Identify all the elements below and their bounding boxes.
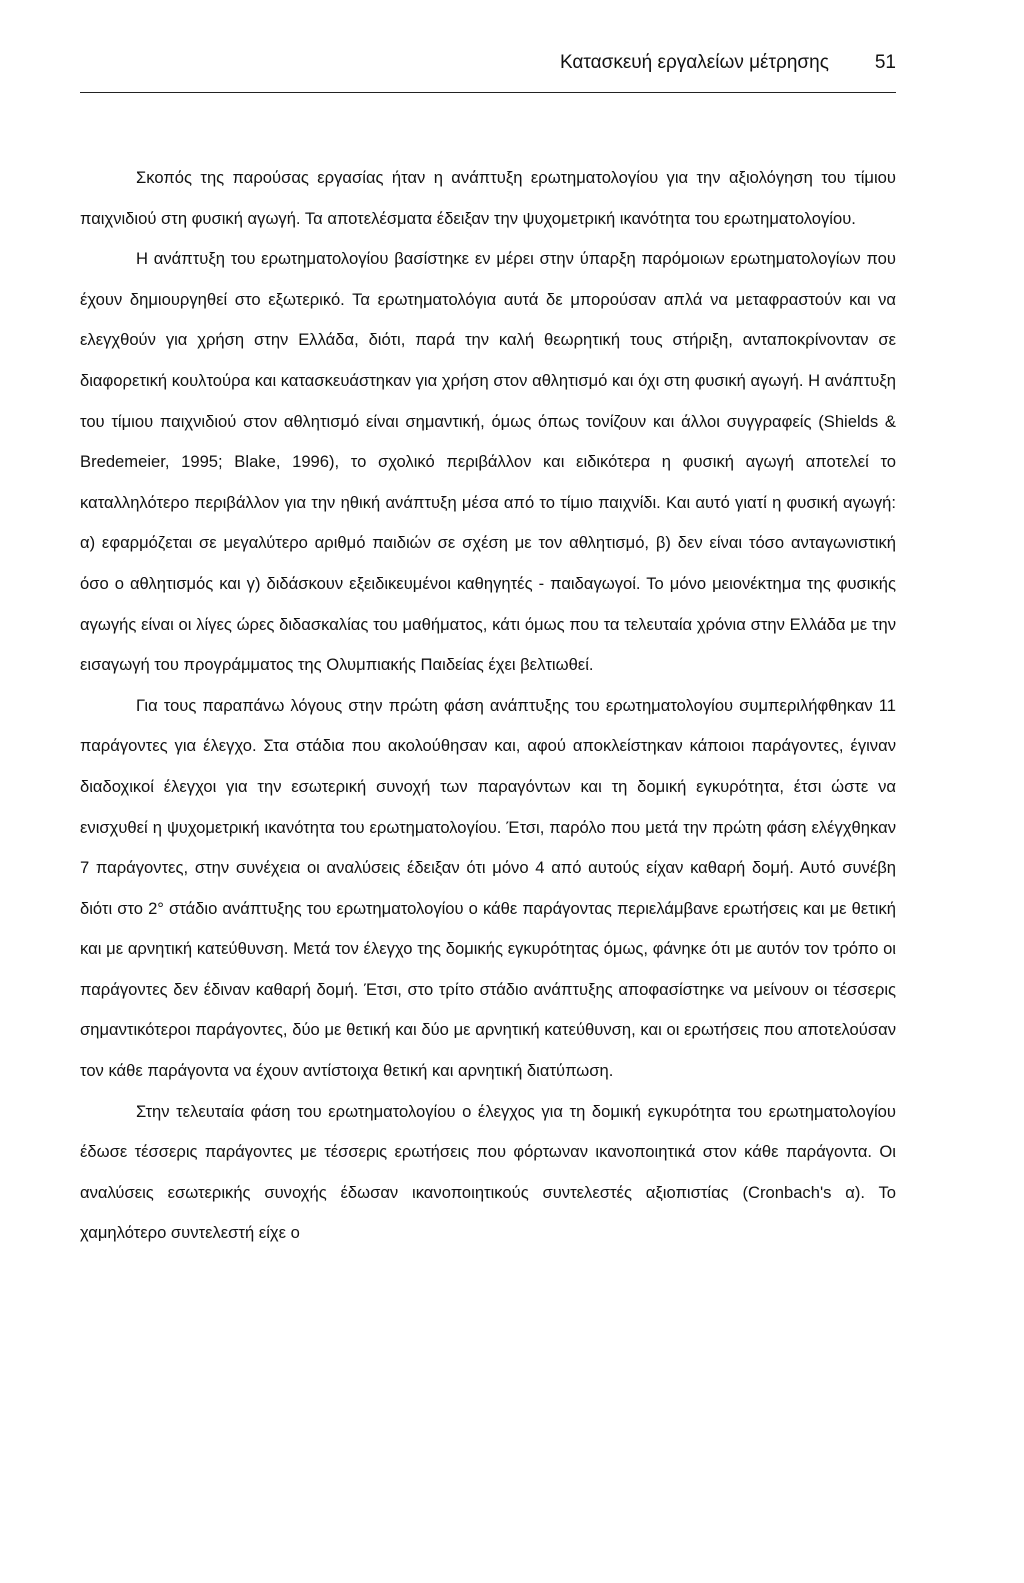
body-text — [80, 158, 896, 1254]
page-number: 51 — [874, 52, 896, 73]
paragraph-development: Η ανάπτυξη του ερωτηματολογίου βασίστηκε εν μέρει στην ύπαρξη παρόμοιων ερωτηματολογίων που έχουν δημιουργηθεί στο εξωτερικό. Τα ερωτηματολόγια αυτά δε μπορούσαν απλά να μεταφραστούν και να ελεγχθούν για χρήση στην Ελλάδα, διότι, παρά την καλή θεωρητική τους στήριξη, ανταποκρίνονταν σε διαφορετική κουλτούρα και κατασκευάστηκαν για χρήση στον αθλητισμό και όχι στη φυσική αγωγή. Η ανάπτυξη του τίμιου παιχνιδιού στον αθλητισμό είναι σημαντική, όμως όπως τονίζουν και άλλοι συγγραφείς (Shields & Bredemeier, 1995; Blake, 1996), το σχολικό περιβάλλον και ειδικότερα η φυσική αγωγή αποτελεί το καταλληλότερο περιβάλλον για την ηθική ανάπτυξη μέσα από το τίμιο παιχνίδι. Και αυτό γιατί η φυσική αγωγή: α) εφαρμόζεται σε μεγαλύτερο αριθμό παιδιών σε σχέση με τον αθλητισμό, β) δεν είναι τόσο ανταγωνιστική όσο ο αθλητισμός και γ) διδάσκουν εξειδικευμένοι καθηγητές - παιδαγωγοί. Το μόνο μειονέκτημα της φυσικής αγωγής είναι οι λίγες ώρες διδασκαλίας του μαθήματος, κάτι όμως που τα τελευταία χρόνια στην Ελλάδα με την εισαγωγή του προγράμματος της Ολυμπιακής Παιδείας έχει βελτιωθεί. — [80, 249, 896, 675]
paragraph-final-phase: Στην τελευταία φάση του ερωτηματολογίου ο έλεγχος για τη δομική εγκυρότητα του ερωτηματολογίου έδωσε τέσσερις παράγοντες με τέσσερις ερωτήσεις που φόρτωναν ικανοποιητικά στον κάθε παράγοντα. Οι αναλύσεις εσωτερικής συνοχής έδωσαν ικανοποιητικούς συντελεστές αξιοπιστίας (Cronbach's α). Το χαμηλότερο συντελεστή είχε ο — [80, 1101, 896, 1243]
running-title: Κατασκευή εργαλείων μέτρησης — [559, 52, 829, 73]
paragraph-factors: Για τους παραπάνω λόγους στην πρώτη φάση ανάπτυξης του ερωτηματολογίου συμπεριλήφθηκαν 11 παράγοντες για έλεγχο. Στα στάδια που ακολούθησαν και, αφού αποκλείστηκαν κάποιοι παράγοντες, έγιναν διαδοχικοί έλεγχοι για την εσωτερική συνοχή των παραγόντων και τη δομική εγκυρότητα, έτσι ώστε να ενισχυθεί η ψυχομετρική ικανότητα του ερωτηματολογίου. Έτσι, παρόλο που μετά την πρώτη φάση ελέγχθηκαν 7 παράγοντες, στην συνέχεια οι αναλύσεις έδειξαν ότι μόνο 4 από αυτούς είχαν καθαρή δομή. Αυτό συνέβη διότι στο 2° στάδιο ανάπτυξης του ερωτηματολογίου ο κάθε παράγοντας περιελάμβανε ερωτήσεις και με θετική και με αρνητική κατεύθυνση. Μετά τον έλεγχο της δομικής εγκυρότητας όμως, φάνηκε ότι με αυτόν τον τρόπο οι παράγοντες δεν έδιναν καθαρή δομή. Έτσι, στο τρίτο στάδιο ανάπτυξης αποφασίστηκε να μείνουν οι τέσσερις σημαντικότεροι παράγοντες, δύο με θετική και δύο με αρνητική κατεύθυνση, και οι ερωτήσεις που αποτελούσαν τον κάθε παράγοντα να έχουν αντίστοιχα θετική και αρνητική διατύπωση. — [80, 695, 896, 1081]
paragraph-aim: Σκοπός της παρούσας εργασίας ήταν η ανάπτυξη ερωτηματολογίου για την αξιολόγηση του τίμιου παιχνιδιού στη φυσική αγωγή. Τα αποτελέσματα έδειξαν την ψυχομετρική ικανότητα του ερωτηματολογίου. — [80, 168, 896, 228]
header-rule — [80, 92, 896, 93]
running-header — [80, 52, 896, 74]
